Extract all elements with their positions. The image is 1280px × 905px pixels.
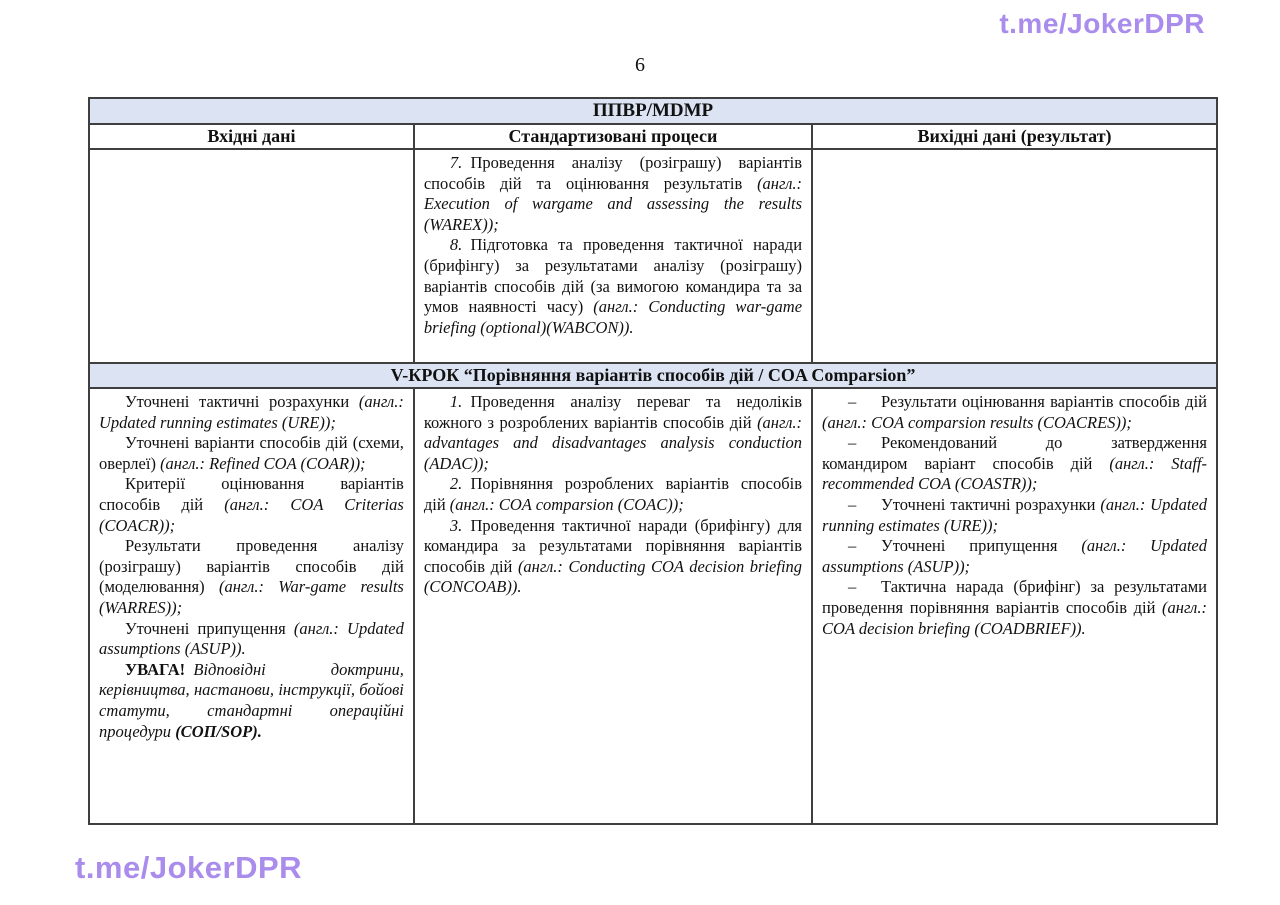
paragraph: Результати проведення аналізу (розіграшу) варіантів способів дій (моделювання) (англ.: War-game results (WARRES)); <box>99 536 404 617</box>
step5-section-header: V-КРОК “Порівняння варіантів способів дій / COA Comparsion” <box>89 363 1217 388</box>
column-header-outputs: Вихідні дані (результат) <box>812 124 1217 149</box>
page-number: 6 <box>635 54 645 76</box>
mdmp-table <box>88 97 1218 825</box>
column-header-row <box>89 124 1217 149</box>
step4-inputs-cell <box>89 149 414 363</box>
paragraph: Уточнені припущення (англ.: Updated assumptions (ASUP)). <box>99 618 404 659</box>
paragraph: 1. Проведення аналізу переваг та недоліків кожного з розроблених варіантів способів дій (англ.: advantages and disadvantages analysis conduction (ADAC)); <box>423 392 803 473</box>
step4-outputs-cell <box>812 149 1217 363</box>
paragraph: – Уточнені тактичні розрахунки (англ.: Updated running estimates (URE)); <box>822 494 1207 535</box>
telegram-watermark-bottom: t.me/JokerDPR <box>75 850 303 885</box>
step5-outputs-cell <box>812 388 1217 824</box>
table-title-row <box>89 98 1217 124</box>
step5-inputs-cell <box>89 388 414 824</box>
paragraph: 7. Проведення аналізу (розіграшу) варіантів способів дій та оцінювання результатів (англ.: Execution of wargame and assessing the results (WAREX)); <box>423 153 803 234</box>
paragraph: – Уточнені припущення (англ.: Updated assumptions (ASUP)); <box>822 536 1207 576</box>
table-title: ППВР/MDMP <box>89 98 1217 124</box>
telegram-watermark-top: t.me/JokerDPR <box>999 8 1205 39</box>
paragraph: 8. Підготовка та проведення тактичної наради (брифінгу) за результатами аналізу (розіграшу) варіантів способів дій (за вимогою командира та за умов наявності часу) (англ.: Conducting war-game briefing (optional)(WABCON)). <box>423 235 803 337</box>
paragraph: 2. Порівняння розроблених варіантів способів дій (англ.: COA comparsion (COAC)); <box>423 474 803 514</box>
column-header-inputs: Вхідні дані <box>89 124 414 149</box>
paragraph: – Результати оцінювання варіантів способів дій (англ.: COA comparsion results (COACRES)); <box>822 392 1207 432</box>
paragraph: Критерії оцінювання варіантів способів дій (англ.: COA Criterias (COACR)); <box>99 474 404 535</box>
paragraph: – Рекомендований до затвердження командиром варіант способів дій (англ.: Staff-recommended COA (COASTR)); <box>822 433 1208 494</box>
step5-section-row <box>89 363 1217 388</box>
paragraph: 3. Проведення тактичної наради (брифінгу) для командира за результатами порівняння варіантів способів дій (англ.: Conducting COA decision briefing (CONCOAB)). <box>423 515 803 597</box>
column-header-processes: Стандартизовані процеси <box>414 124 812 149</box>
step5-row <box>89 388 1217 824</box>
paragraph: Уточнені тактичні розрахунки (англ.: Updated running estimates (URE)); <box>99 392 404 432</box>
paragraph: – Тактична нарада (брифінг) за результатами проведення порівняння варіантів способів дій (англ.: COA decision briefing (COADBRIEF)). <box>822 577 1207 638</box>
paragraph: Уточнені варіанти способів дій (схеми, оверлеї) (англ.: Refined COA (COAR)); <box>99 433 404 473</box>
step4-processes-cell <box>414 149 812 363</box>
step5-processes-cell <box>414 388 812 824</box>
paragraph: УВАГА! Відповідні доктрини, керівництва, настанови, інструкції, бойові статути, стандартні операційні процедури (СОП/SOP). <box>99 659 404 741</box>
step4-row <box>89 149 1217 363</box>
